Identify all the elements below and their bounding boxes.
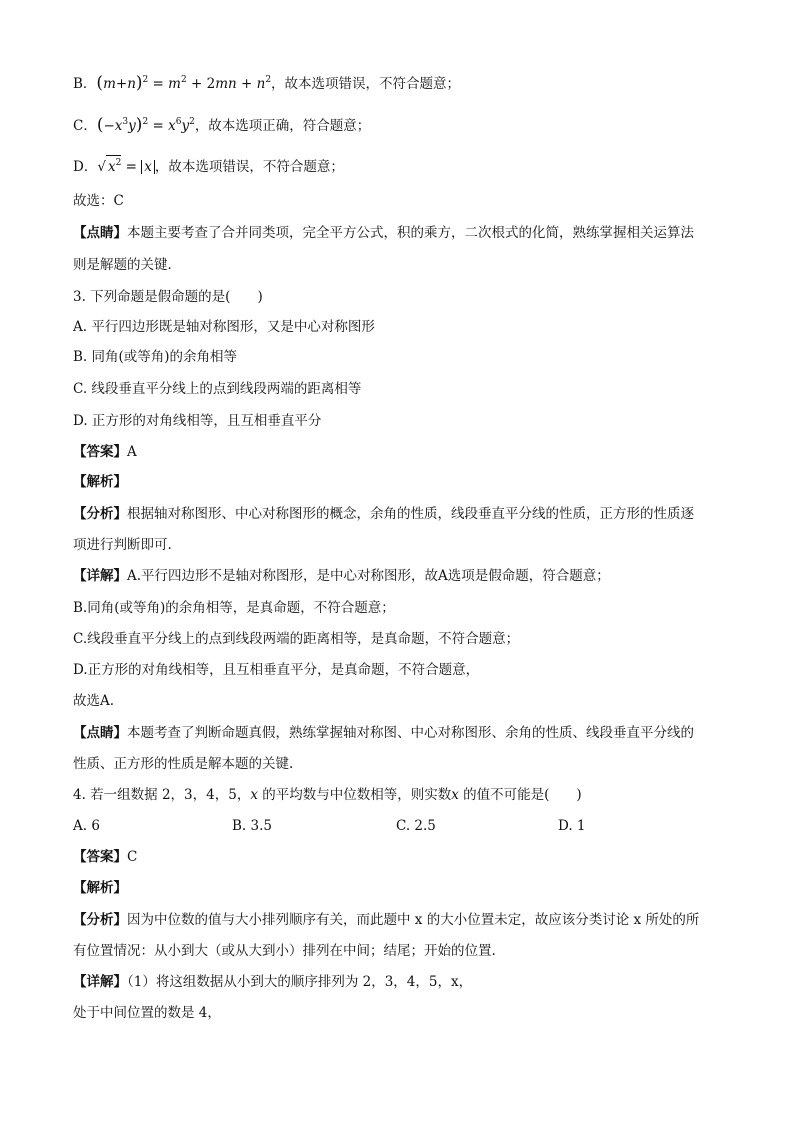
formula-c: $(-x^3y)^2 = x^6y^2$: [96, 115, 195, 135]
q3-answer: 【答案】A: [73, 444, 137, 460]
q3-detail-d: D.正方形的对角线相等，且互相垂直平分，是真命题，不符合题意，: [73, 662, 480, 678]
q3-option-c: C. 线段垂直平分线上的点到线段两端的距离相等: [73, 381, 362, 397]
q3-fenxi-line2: 项进行判断即可.: [73, 537, 172, 553]
q4-option-d: D. 1: [558, 818, 586, 834]
q3-choose: 故选A.: [73, 693, 115, 709]
q3-stem: 3. 下列命题是假命题的是( ): [73, 289, 263, 305]
q3-option-b: B. 同角(或等角)的余角相等: [73, 349, 238, 365]
q2-option-b: B．$(m+n)^2 = m^2 + 2mn + n^2$，故本选项错误，不符合题意；: [73, 73, 461, 93]
formula-d: √ $x^2 = x$: [97, 159, 155, 175]
q4-detail-line1: 【详解】（1）将这组数据从小到大的顺序排列为 2，3，4，5，x，: [73, 974, 473, 990]
q2-option-c: C．$(-x^3y)^2 = x^6y^2$，故本选项正确，符合题意；: [73, 115, 371, 135]
q3-option-a: A. 平行四边形既是轴对称图形，又是中心对称图形: [73, 319, 375, 335]
q4-fenxi-line2: 有位置情况：从小到大（或从大到小）排列在中间；结尾；开始的位置.: [73, 943, 496, 959]
q4-option-c: C. 2.5: [396, 818, 436, 834]
q3-analysis-tag: 【解析】: [73, 474, 127, 490]
q4-option-b: B. 3.5: [232, 818, 272, 834]
q4-detail-line2: 处于中间位置的数是 4，: [73, 1005, 221, 1021]
q2-answer: 故选：C: [73, 193, 124, 209]
q4-analysis-tag: 【解析】: [73, 880, 127, 896]
q2-option-d: D．√ $x^2 = x$ ，故本选项错误，不符合题意；: [73, 155, 344, 176]
q4-answer: 【答案】C: [73, 849, 138, 865]
q3-comment-line2: 性质、正方形的性质是解本题的关键.: [73, 756, 294, 772]
q4-option-a: A. 6: [73, 818, 100, 834]
formula-b: $(m+n)^2 = m^2 + 2mn + n^2$: [96, 73, 272, 93]
q3-option-d: D. 正方形的对角线相等，且互相垂直平分: [73, 413, 322, 429]
q3-detail-b: B.同角(或等角)的余角相等，是真命题，不符合题意；: [73, 600, 395, 616]
q4-stem: 4. 若一组数据 2，3，4，5，x 的平均数与中位数相等，则实数x 的值不可能是( ): [73, 787, 582, 803]
q4-fenxi-line1: 【分析】因为中位数的值与大小排列顺序有关，而此题中 x 的大小位置未定，故应该分类讨论 x 所处的所: [73, 912, 700, 928]
q3-fenxi-line1: 【分析】根据轴对称图形、中心对称图形的概念，余角的性质，线段垂直平分线的性质，正方形的性质逐: [73, 506, 694, 522]
q3-detail-c: C.线段垂直平分线上的点到线段两端的距离相等，是真命题，不符合题意；: [73, 631, 520, 647]
q3-detail-a: 【详解】A.平行四边形不是轴对称图形，是中心对称图形，故A选项是假命题，符合题意；: [73, 568, 610, 584]
q2-comment-line1: 【点睛】本题主要考查了合并同类项，完全平方公式，积的乘方，二次根式的化简，熟练掌握相关运算法: [73, 225, 694, 241]
q2-comment-line2: 则是解题的关键．: [73, 257, 181, 273]
q3-comment-line1: 【点睛】本题考查了判断命题真假，熟练掌握轴对称图、中心对称图形、余角的性质、线段垂直平分线的: [73, 725, 694, 741]
